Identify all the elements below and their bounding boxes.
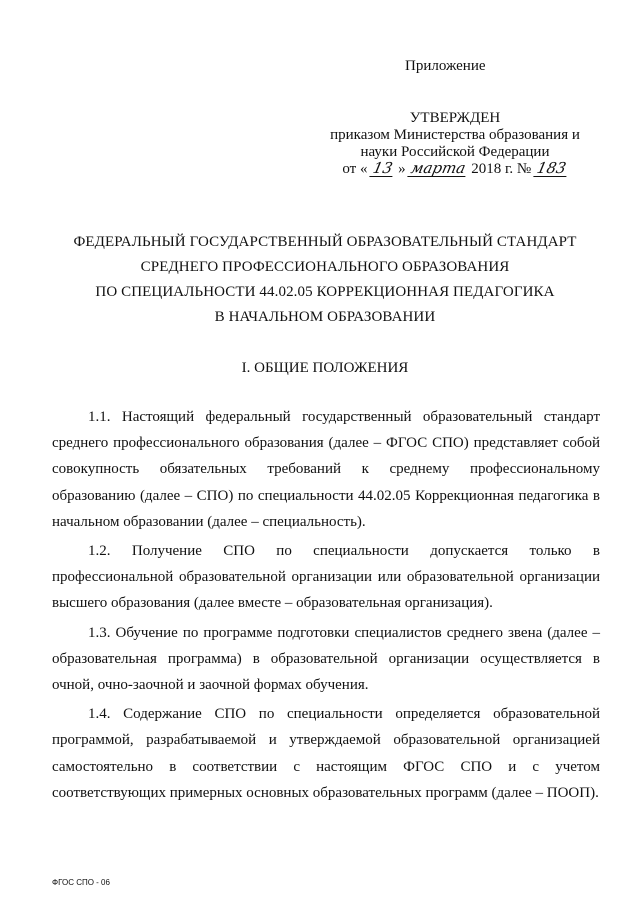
- date-year: 2018 г. №: [471, 161, 532, 177]
- date-mid: »: [398, 161, 406, 177]
- paragraph-1-1: 1.1. Настоящий федеральный государственный образовательный стандарт среднего профессионального образования (далее – ФГОС СПО) представляет собой совокупность обязательных требований к среднему профессиональному образованию (далее – СПО) по специальности 44.02.05 Коррекционная педагогика в начальном образовании (далее – специальность).: [52, 409, 600, 530]
- order-line-2: науки Российской Федерации: [360, 144, 550, 160]
- paragraph-1-2: 1.2. Получение СПО по специальности допускается только в профессиональной образовательной организации или образовательной организации высшего образования (далее вместе – образовательная организация).: [52, 543, 600, 612]
- document-title: [40, 230, 610, 330]
- section-heading: I. ОБЩИЕ ПОЛОЖЕНИЯ: [241, 360, 409, 376]
- title-line-4: В НАЧАЛЬНОМ ОБРАЗОВАНИИ: [214, 309, 436, 325]
- date-month: марта: [409, 159, 468, 177]
- appendix-label: Приложение: [405, 58, 486, 74]
- order-line-1: приказом Министерства образования и: [330, 127, 580, 143]
- title-line-2: СРЕДНЕГО ПРОФЕССИОНАЛЬНОГО ОБРАЗОВАНИЯ: [140, 259, 510, 275]
- paragraph-1-3: 1.3. Обучение по программе подготовки специалистов среднего звена (далее – образовательная программа) в образовательной организации осуществляется в очной, очно-заочной и заочной формах обучения.: [52, 624, 600, 694]
- page-footer: ФГОС СПО - 06: [52, 878, 110, 887]
- approval-block: [320, 58, 590, 178]
- title-line-1: ФЕДЕРАЛЬНЫЙ ГОСУДАРСТВЕННЫЙ ОБРАЗОВАТЕЛЬНЫЙ СТАНДАРТ: [73, 234, 577, 250]
- order-number: 183: [535, 159, 568, 177]
- document-body: [52, 404, 600, 809]
- paragraph-1-4: 1.4. Содержание СПО по специальности определяется образовательной программой, разрабатываемой и утверждаемой образовательной организацией самостоятельно в соответствии с настоящим ФГОС СПО и с учетом соответствующих примерных основных образовательных программ (далее – ПООП).: [52, 706, 600, 801]
- title-line-3: ПО СПЕЦИАЛЬНОСТИ 44.02.05 КОРРЕКЦИОННАЯ ПЕДАГОГИКА: [95, 284, 555, 300]
- approved-label: УТВЕРЖДЕН: [409, 110, 501, 126]
- order-date-line: [320, 161, 590, 178]
- date-day: 13: [371, 159, 395, 177]
- date-prefix: от «: [342, 161, 368, 177]
